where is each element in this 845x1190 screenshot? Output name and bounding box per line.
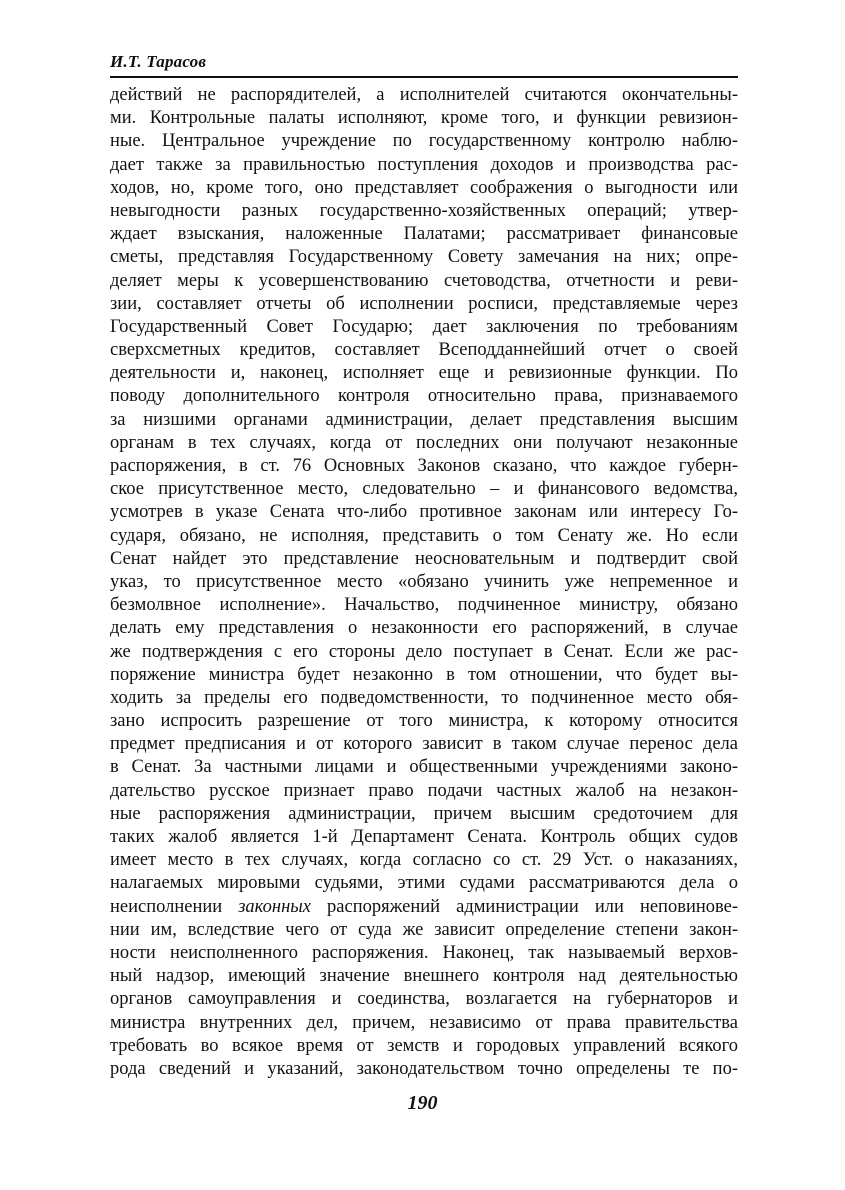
text-line: Государственный Совет Государю; дает заключения по требованиям xyxy=(110,316,738,337)
emphasis-word: законных xyxy=(238,896,311,917)
text-line: органов самоуправления и соединства, возлагается на губернаторов и xyxy=(110,989,738,1010)
text-line: ждает взыскания, наложенные Палатами; рассматривает финансовые xyxy=(110,224,738,245)
text-line: требовать во всякое время от земств и городовых управлений всякого xyxy=(110,1035,738,1056)
text-line: органам в тех случаях, когда от последних они получают незаконные xyxy=(110,432,738,453)
text-line: действий не распорядителей, а исполнителей считаются окончательны- xyxy=(110,85,738,105)
text-line: указ, то присутственное место «обязано учинить уже непременное и xyxy=(110,571,738,592)
text-line: безмолвное исполнение». Начальство, подчиненное министру, обязано xyxy=(110,595,738,616)
text-line: же подтверждения с его стороны дело поступает в Сенат. Если же рас- xyxy=(110,641,738,662)
text-segment: распоряжений администрации или неповинове- xyxy=(310,896,738,917)
text-segment: неисполнении xyxy=(110,896,239,917)
text-line: ми. Контрольные палаты исполняют, кроме того, и функции ревизион- xyxy=(110,108,738,129)
text-line: дательство русское признает право подачи частных жалоб на незакон- xyxy=(110,780,738,801)
text-line: сверхсметных кредитов, составляет Всеподданнейший отчет о своей xyxy=(110,340,738,361)
text-line: зии, составляет отчеты об исполнении росписи, представляемые через xyxy=(110,293,738,314)
text-line: ные распоряжения администрации, причем высшим средоточием для xyxy=(110,803,738,824)
text-line: зано испросить разрешение от того министра, к которому относится xyxy=(110,711,738,732)
text-line: деляет меры к усовершенствованию счетоводства, отчетности и реви- xyxy=(110,270,738,291)
text-line: ный надзор, имеющий значение внешнего контроля над деятельностью xyxy=(110,966,738,987)
text-line: дает также за правильностью поступления доходов и производства рас- xyxy=(110,154,738,175)
page-number: 190 xyxy=(407,1092,438,1114)
text-line: ходить за пределы его подведомственности, то подчиненное место обя- xyxy=(110,687,738,708)
running-header xyxy=(110,50,738,78)
text-line: деятельности и, наконец, исполняет еще и ревизионные функции. По xyxy=(110,363,738,384)
text-line: Сенат найдет это представление неосновательным и подтвердит свой xyxy=(110,548,738,569)
text-line: таких жалоб является 1-й Департамент Сената. Контроль общих судов xyxy=(110,827,738,847)
text-line-with-emphasis xyxy=(110,896,738,919)
text-line: в Сенат. За частными лицами и общественными учреждениями законо- xyxy=(110,757,738,778)
text-line: налагаемых мировыми судьями, этими судами рассматриваются дела о xyxy=(110,873,738,894)
text-line: поряжение министра будет незаконно в том отношении, что будет вы- xyxy=(110,664,738,685)
text-line: ные. Центральное учреждение по государственному контролю наблю- xyxy=(110,131,738,152)
text-line: предмет предписания и от которого зависит в таком случае перенос дела xyxy=(110,734,738,755)
text-line: рода сведений и указаний, законодательством точно определены те по- xyxy=(110,1058,738,1079)
body-text xyxy=(110,84,738,1081)
text-line: сударя, обязано, не исполняя, представить о том Сенату же. Но если xyxy=(110,525,738,546)
text-line: усмотрев в указе Сената что-либо противное законам или интересу Го- xyxy=(110,502,738,523)
text-line: невыгодности разных государственно-хозяйственных операций; утвер- xyxy=(110,200,738,221)
text-line: за низшими органами администрации, делает представления высшим xyxy=(110,409,738,430)
text-line: министра внутренних дел, причем, независимо от права правительства xyxy=(110,1012,738,1033)
text-line: ское присутственное место, следовательно – и финансового ведомства, xyxy=(110,479,738,500)
header-author: И.Т. Тарасов xyxy=(110,52,207,71)
text-line: нии им, вследствие чего от суда же зависит определение степени закон- xyxy=(110,919,738,940)
text-line: сметы, представляя Государственному Совету замечания на них; опре- xyxy=(110,247,738,268)
text-line: имеет место в тех случаях, когда согласно со ст. 29 Уст. о наказаниях, xyxy=(110,850,738,871)
text-line: поводу дополнительного контроля относительно права, признаваемого xyxy=(110,386,738,407)
text-line: ности неисполненного распоряжения. Наконец, так называемый верхов- xyxy=(110,942,738,963)
text-line: делать ему представления о незаконности его распоряжений, в случае xyxy=(110,618,738,639)
text-line: ходов, но, кроме того, оно представляет соображения о выгодности или xyxy=(110,177,738,198)
text-line: распоряжения, в ст. 76 Основных Законов сказано, что каждое губерн- xyxy=(110,456,738,476)
